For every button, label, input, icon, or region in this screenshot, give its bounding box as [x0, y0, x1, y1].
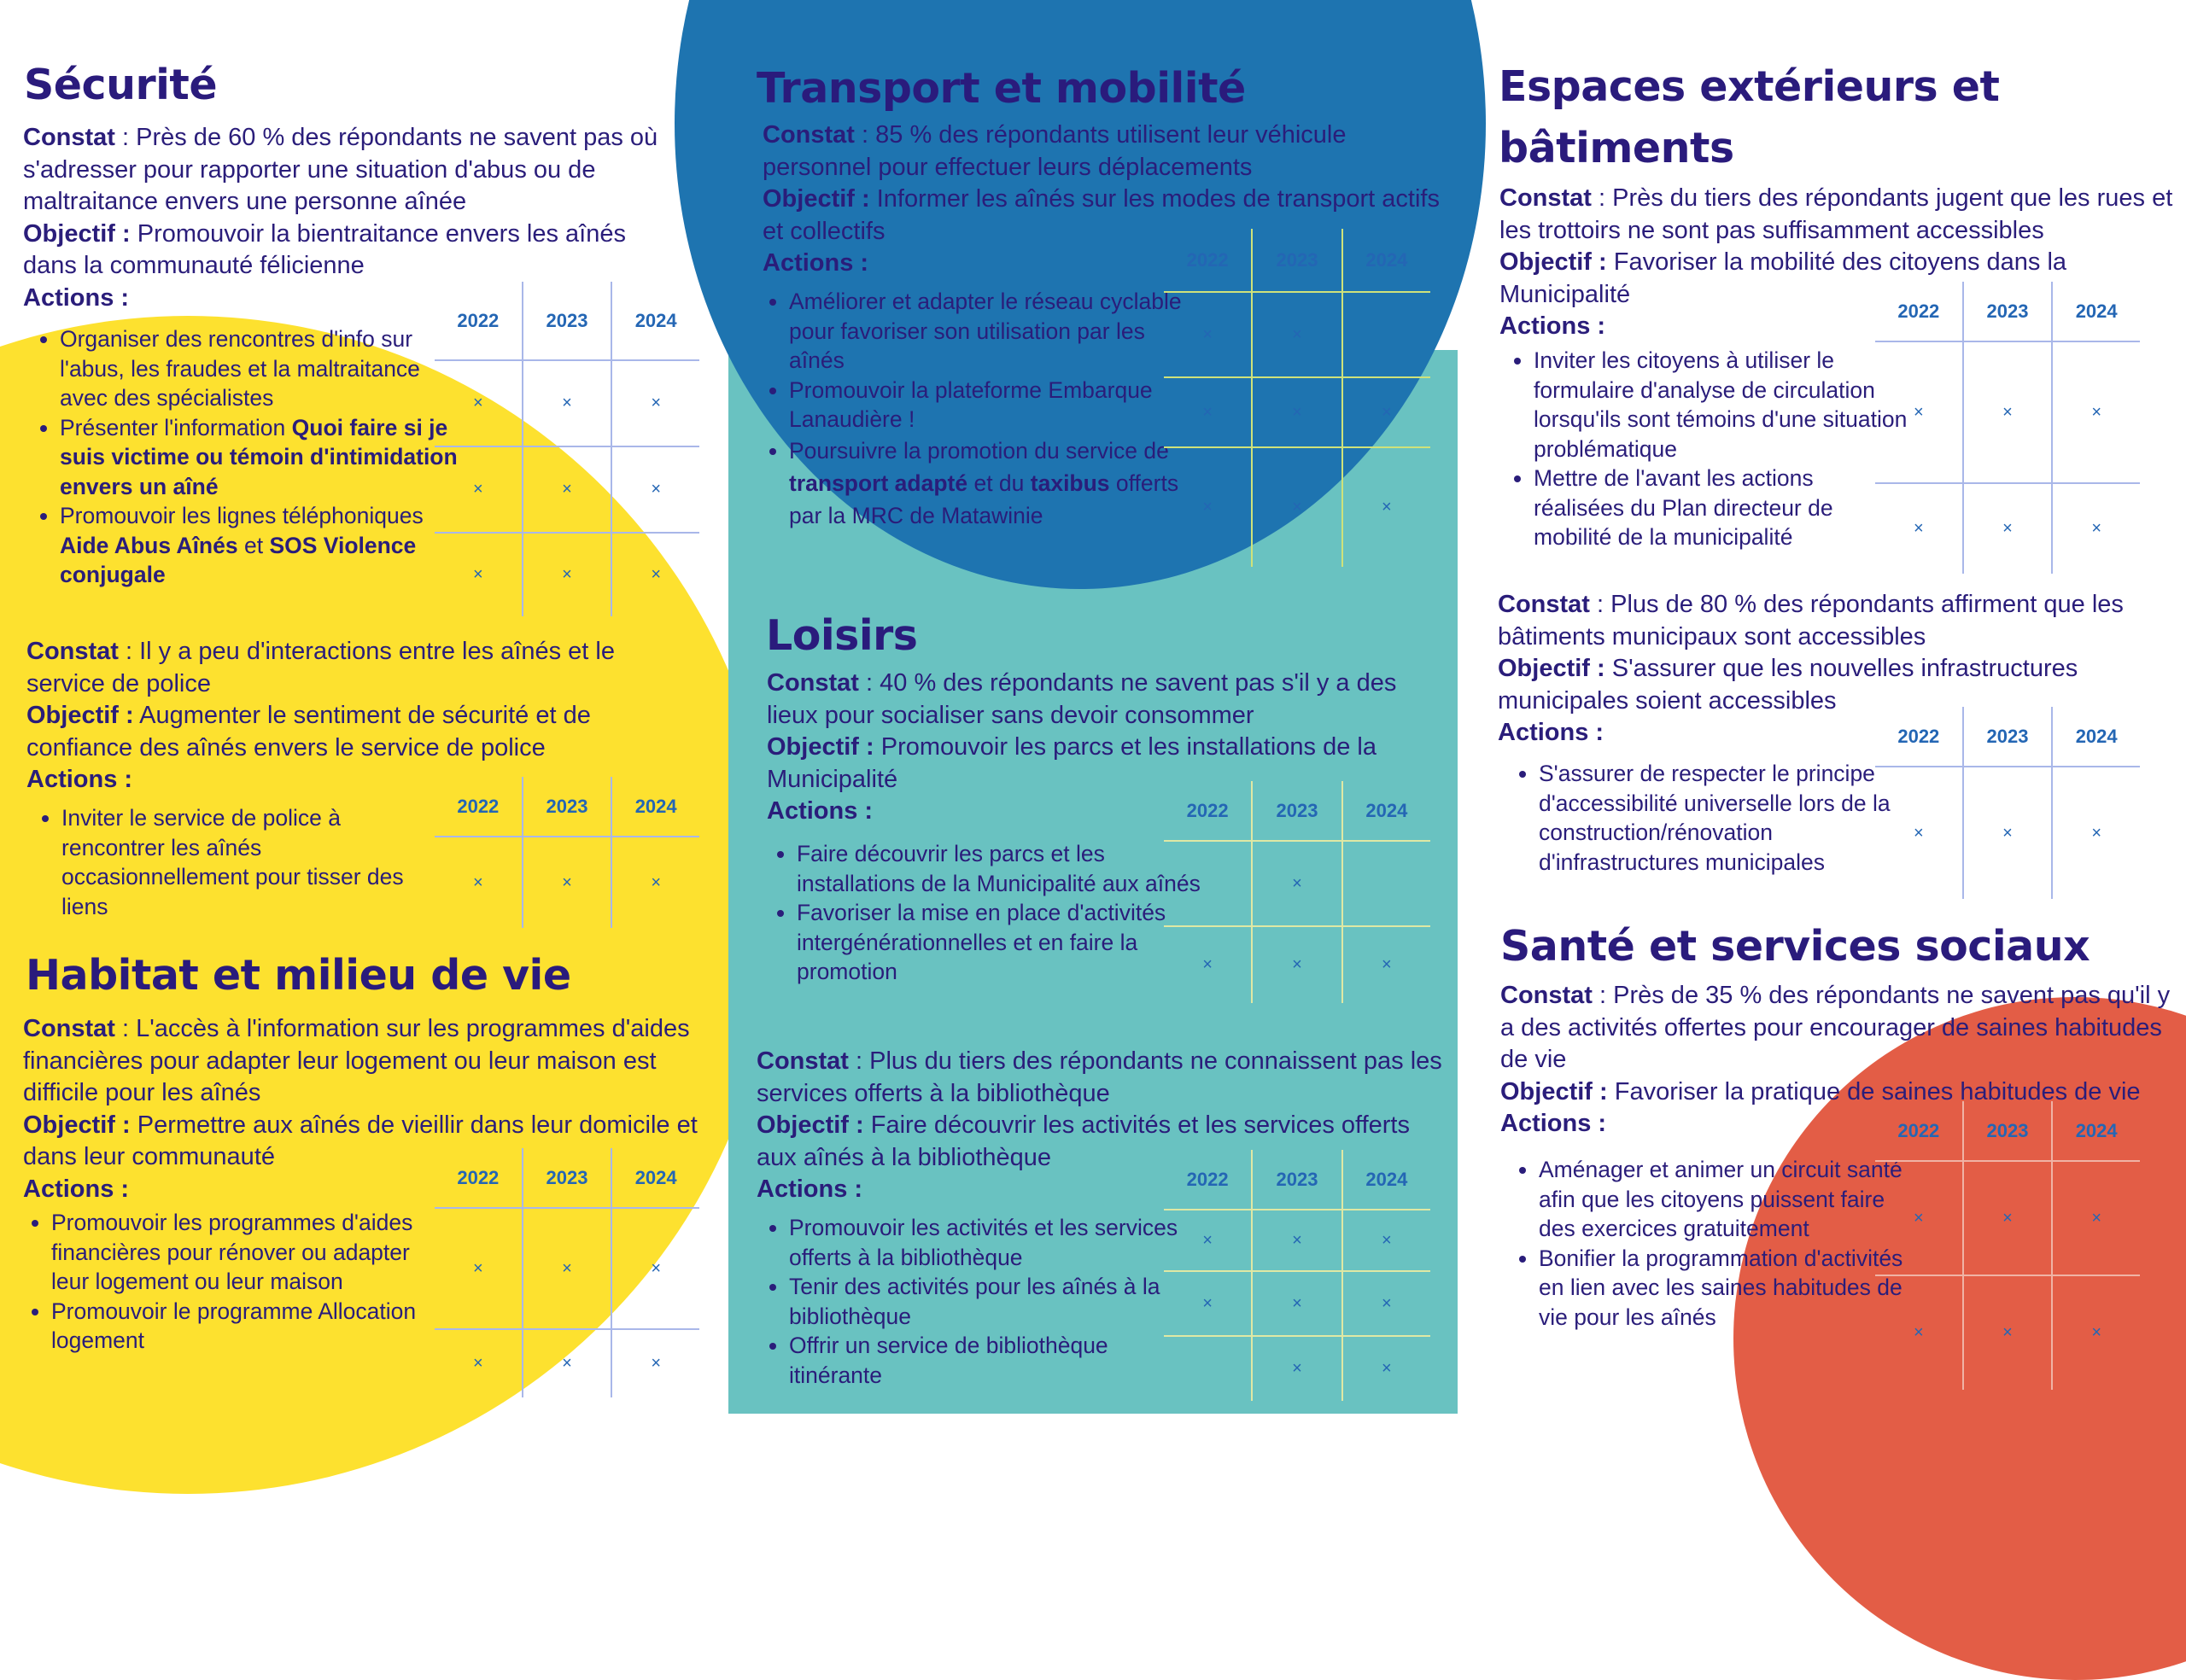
check-mark: ×: [523, 1208, 612, 1329]
check-mark: ×: [1164, 926, 1252, 1003]
list-item: • S'assurer de respecter le principe d'accessibilité universelle lors de la construction/rénovation d'infrastructures municipales: [1539, 759, 1906, 877]
espaces-block2-actions: [1503, 759, 1906, 877]
year-header: 2024: [2075, 300, 2118, 322]
check-mark: ×: [1342, 1210, 1430, 1271]
objectif: Objectif : Favoriser la mobilité des citoyens dans la Municipalité: [1499, 248, 2067, 308]
actions-label: Actions :: [767, 797, 874, 825]
loisirs-table-2: [1164, 1150, 1430, 1401]
constat: Constat : Plus du tiers des répondants ne connaissent pas les services offerts à la bibliothèque: [757, 1047, 1442, 1107]
section-title: Espaces extérieurs et bâtiments: [1499, 62, 2000, 172]
check-mark: ×: [1875, 1161, 1963, 1275]
list-item: • Promouvoir le programme Allocation logement: [51, 1297, 448, 1356]
actions-label: Actions :: [1499, 312, 1606, 340]
year-header: 2023: [1963, 1101, 2053, 1161]
loisirs-table-1: [1164, 781, 1430, 1003]
check-mark: ×: [1252, 377, 1341, 447]
check-mark: ×: [611, 1208, 699, 1329]
year-header: 2023: [1963, 282, 2053, 341]
check-mark: ×: [435, 360, 523, 446]
objectif: Objectif : Faire découvrir les activités et les services offerts aux aînés à la bibliothèque: [757, 1111, 1410, 1171]
habitat-actions: [15, 1208, 448, 1356]
year-header: 2022: [1875, 707, 1963, 767]
loisirs-block1-actions: [761, 839, 1208, 987]
check-mark: ×: [523, 360, 612, 446]
check-mark: ×: [611, 533, 699, 616]
espaces-block1-actions: [1498, 346, 1909, 552]
check-mark: ×: [611, 1329, 699, 1397]
empty-cell: [1342, 292, 1430, 377]
check-mark: ×: [1164, 1210, 1252, 1271]
year-header: 2022: [435, 282, 523, 360]
check-mark: ×: [1164, 1271, 1252, 1336]
list-item: • Promouvoir la plateforme Embarque Lanaudière !: [789, 376, 1182, 435]
check-mark: ×: [2052, 1275, 2140, 1390]
year-header: 2022: [1875, 282, 1963, 341]
espaces-table-2: [1875, 707, 2140, 899]
year-header: 2022: [435, 1148, 523, 1208]
section-title: Habitat et milieu de vie: [26, 951, 571, 1000]
check-mark: ×: [611, 360, 699, 446]
habitat-table: [435, 1148, 699, 1397]
constat: Constat : L'accès à l'information sur les programmes d'aides financières pour adapter leur logement ou leur maison est difficile pour les aînés: [23, 1015, 690, 1106]
securite-table-2: [435, 777, 699, 928]
year-header: 2023: [523, 282, 612, 360]
section-sante: [1500, 916, 2166, 977]
check-mark: ×: [523, 837, 612, 928]
year-header: 2022: [1875, 1101, 1963, 1161]
check-mark: ×: [523, 533, 612, 616]
check-mark: ×: [1342, 1271, 1430, 1336]
constat: Constat : Près du tiers des répondants jugent que les rues et les trottoirs ne sont pas suffisamment accessibles: [1499, 184, 2173, 244]
objectif: Objectif : Promouvoir les parcs et les installations de la Municipalité: [767, 733, 1376, 793]
list-item: • Bonifier la programmation d'activités en lien avec les saines habitudes de vie pour les aînés: [1539, 1244, 1910, 1333]
check-mark: ×: [1164, 377, 1252, 447]
check-mark: ×: [1875, 1275, 1963, 1390]
section-title: Sécurité: [24, 61, 218, 109]
objectif: Objectif : Permettre aux aînés de vieillir dans leur domicile et dans leur communauté: [23, 1111, 698, 1170]
check-mark: ×: [1875, 767, 1963, 899]
year-header: 2023: [1252, 229, 1341, 292]
section-espaces: [1499, 56, 2148, 179]
year-header: 2024: [1365, 248, 1408, 271]
check-mark: ×: [435, 533, 523, 616]
list-item: • Favoriser la mise en place d'activités intergénérationnelles et en faire la promotion: [797, 898, 1208, 987]
list-item: • Offrir un service de bibliothèque itinérante: [789, 1331, 1182, 1390]
list-item: • Organiser des rencontres d'info sur l'abus, les fraudes et la maltraitance avec des spécialistes: [60, 324, 465, 413]
check-mark: ×: [435, 1329, 523, 1397]
sante-actions: [1503, 1155, 1910, 1332]
check-mark: ×: [1342, 447, 1430, 567]
check-mark: ×: [1252, 1210, 1341, 1271]
check-mark: ×: [1963, 1275, 2053, 1390]
actions-label: Actions :: [1498, 719, 1604, 746]
constat: Constat : Près de 35 % des répondants ne savent pas qu'il y a des activités offertes pour encourager de saines habitudes de vie: [1500, 982, 2171, 1073]
check-mark: ×: [1342, 1336, 1430, 1401]
year-header: 2023: [523, 1148, 612, 1208]
actions-label: Actions :: [757, 1175, 863, 1203]
empty-cell: [1342, 841, 1430, 926]
section-title: Loisirs: [766, 611, 918, 660]
year-header: 2023: [523, 777, 612, 837]
empty-cell: [1164, 841, 1252, 926]
year-header: 2024: [634, 795, 677, 817]
list-item: • Aménager et animer un circuit santé afin que les citoyens puissent faire des exercices gratuitement: [1539, 1155, 1910, 1244]
objectif: Objectif : S'assurer que les nouvelles infrastructures municipales soient accessibles: [1498, 655, 2078, 715]
check-mark: ×: [1164, 447, 1252, 567]
check-mark: ×: [1875, 341, 1963, 483]
year-header: 2022: [1164, 1150, 1252, 1210]
section-transport: [757, 58, 1440, 120]
list-item: • Promouvoir les lignes téléphoniques Aide Abus Aînés et SOS Violence conjugale: [60, 501, 465, 590]
check-mark: ×: [1252, 447, 1341, 567]
objectif: Objectif : Augmenter le sentiment de sécurité et de confiance des aînés envers le service de police: [26, 702, 591, 761]
list-item: • Inviter le service de police à rencontrer les aînés occasionnellement pour tisser des liens: [61, 803, 446, 921]
loisirs-block2-actions: [753, 1213, 1182, 1390]
section-loisirs: [766, 605, 1278, 667]
check-mark: ×: [1342, 377, 1430, 447]
transport-table: [1164, 229, 1430, 567]
check-mark: ×: [435, 446, 523, 533]
year-header: 2024: [634, 1166, 677, 1188]
constat: Constat : 85 % des répondants utilisent leur véhicule personnel pour effectuer leurs déplacements: [763, 121, 1347, 181]
year-header: 2023: [1252, 1150, 1341, 1210]
year-header: 2022: [1164, 781, 1252, 841]
year-header: 2024: [634, 309, 677, 331]
actions-label: Actions :: [763, 249, 869, 277]
transport-actions: [753, 287, 1182, 532]
check-mark: ×: [1963, 483, 2053, 574]
actions-label: Actions :: [23, 1175, 130, 1203]
securite-block2-text: [26, 636, 675, 796]
year-header: 2022: [435, 777, 523, 837]
constat: Constat : Près de 60 % des répondants ne savent pas où s'adresser pour rapporter une situation d'abus ou de maltraitance envers une personne aînée: [23, 124, 658, 215]
check-mark: ×: [1963, 767, 2053, 899]
year-header: 2023: [1963, 707, 2053, 767]
list-item: • Promouvoir les programmes d'aides financières pour rénover ou adapter leur logement ou leur maison: [51, 1208, 448, 1297]
actions-label: Actions :: [1500, 1110, 1607, 1137]
actions-label: Actions :: [26, 766, 133, 793]
check-mark: ×: [1164, 292, 1252, 377]
objectif: Objectif : Favoriser la pratique de saines habitudes de vie: [1500, 1077, 2141, 1105]
check-mark: ×: [1252, 1336, 1341, 1401]
check-mark: ×: [1963, 1161, 2053, 1275]
check-mark: ×: [2052, 483, 2140, 574]
list-item: • Faire découvrir les parcs et les installations de la Municipalité aux aînés: [797, 839, 1208, 898]
check-mark: ×: [1875, 483, 1963, 574]
securite-block1-actions: [24, 324, 465, 590]
year-header: 2022: [1164, 229, 1252, 292]
section-securite: [24, 55, 707, 116]
check-mark: ×: [523, 446, 612, 533]
constat: Constat : 40 % des répondants ne savent pas s'il y a des lieux pour socialiser sans devoir consommer: [767, 669, 1397, 729]
section-title: Santé et services sociaux: [1500, 922, 2090, 971]
securite-block2-actions: [26, 803, 446, 921]
check-mark: ×: [1963, 341, 2053, 483]
check-mark: ×: [2052, 767, 2140, 899]
list-item: • Présenter l'information Quoi faire si je suis victime ou témoin d'intimidation envers un aîné: [60, 413, 465, 502]
section-title: Transport et mobilité: [757, 64, 1246, 113]
securite-table-1: [435, 282, 699, 616]
check-mark: ×: [1342, 926, 1430, 1003]
constat: Constat : Il y a peu d'interactions entre les aînés et le service de police: [26, 638, 615, 697]
year-header: 2024: [1365, 799, 1408, 821]
check-mark: ×: [1252, 1271, 1341, 1336]
actions-label: Actions :: [23, 283, 130, 312]
check-mark: ×: [435, 837, 523, 928]
empty-cell: [1164, 1336, 1252, 1401]
objectif: Objectif : Promouvoir la bientraitance envers les aînés dans la communauté félicienne: [23, 219, 626, 279]
section-habitat: [26, 945, 709, 1006]
list-item: • Mettre de l'avant les actions réalisées du Plan directeur de mobilité de la municipalité: [1534, 464, 1909, 552]
list-item: • Améliorer et adapter le réseau cyclable pour favoriser son utilisation par les aînés: [789, 287, 1182, 376]
check-mark: ×: [523, 1329, 612, 1397]
list-item: • Tenir des activités pour les aînés à la bibliothèque: [789, 1272, 1182, 1331]
constat: Constat : Plus de 80 % des répondants affirment que les bâtiments municipaux sont accessibles: [1498, 591, 2124, 650]
list-item: • Poursuivre la promotion du service de transport adapté et du taxibus offerts par la MRC de Matawinie: [789, 435, 1182, 532]
espaces-table-1: [1875, 282, 2140, 574]
check-mark: ×: [435, 1208, 523, 1329]
check-mark: ×: [611, 837, 699, 928]
check-mark: ×: [1252, 926, 1341, 1003]
sante-table: [1875, 1101, 2140, 1390]
check-mark: ×: [2052, 341, 2140, 483]
list-item: • Inviter les citoyens à utiliser le formulaire d'analyse de circulation lorsqu'ils sont témoins d'une situation problématique: [1534, 346, 1909, 464]
year-header: 2024: [2075, 1119, 2118, 1141]
check-mark: ×: [1252, 841, 1341, 926]
check-mark: ×: [2052, 1161, 2140, 1275]
check-mark: ×: [1252, 292, 1341, 377]
year-header: 2023: [1252, 781, 1341, 841]
year-header: 2024: [1365, 1168, 1408, 1190]
objectif: Objectif : Informer les aînés sur les modes de transport actifs et collectifs: [763, 185, 1440, 245]
list-item: • Promouvoir les activités et les services offerts à la bibliothèque: [789, 1213, 1182, 1272]
check-mark: ×: [611, 446, 699, 533]
year-header: 2024: [2075, 725, 2118, 747]
